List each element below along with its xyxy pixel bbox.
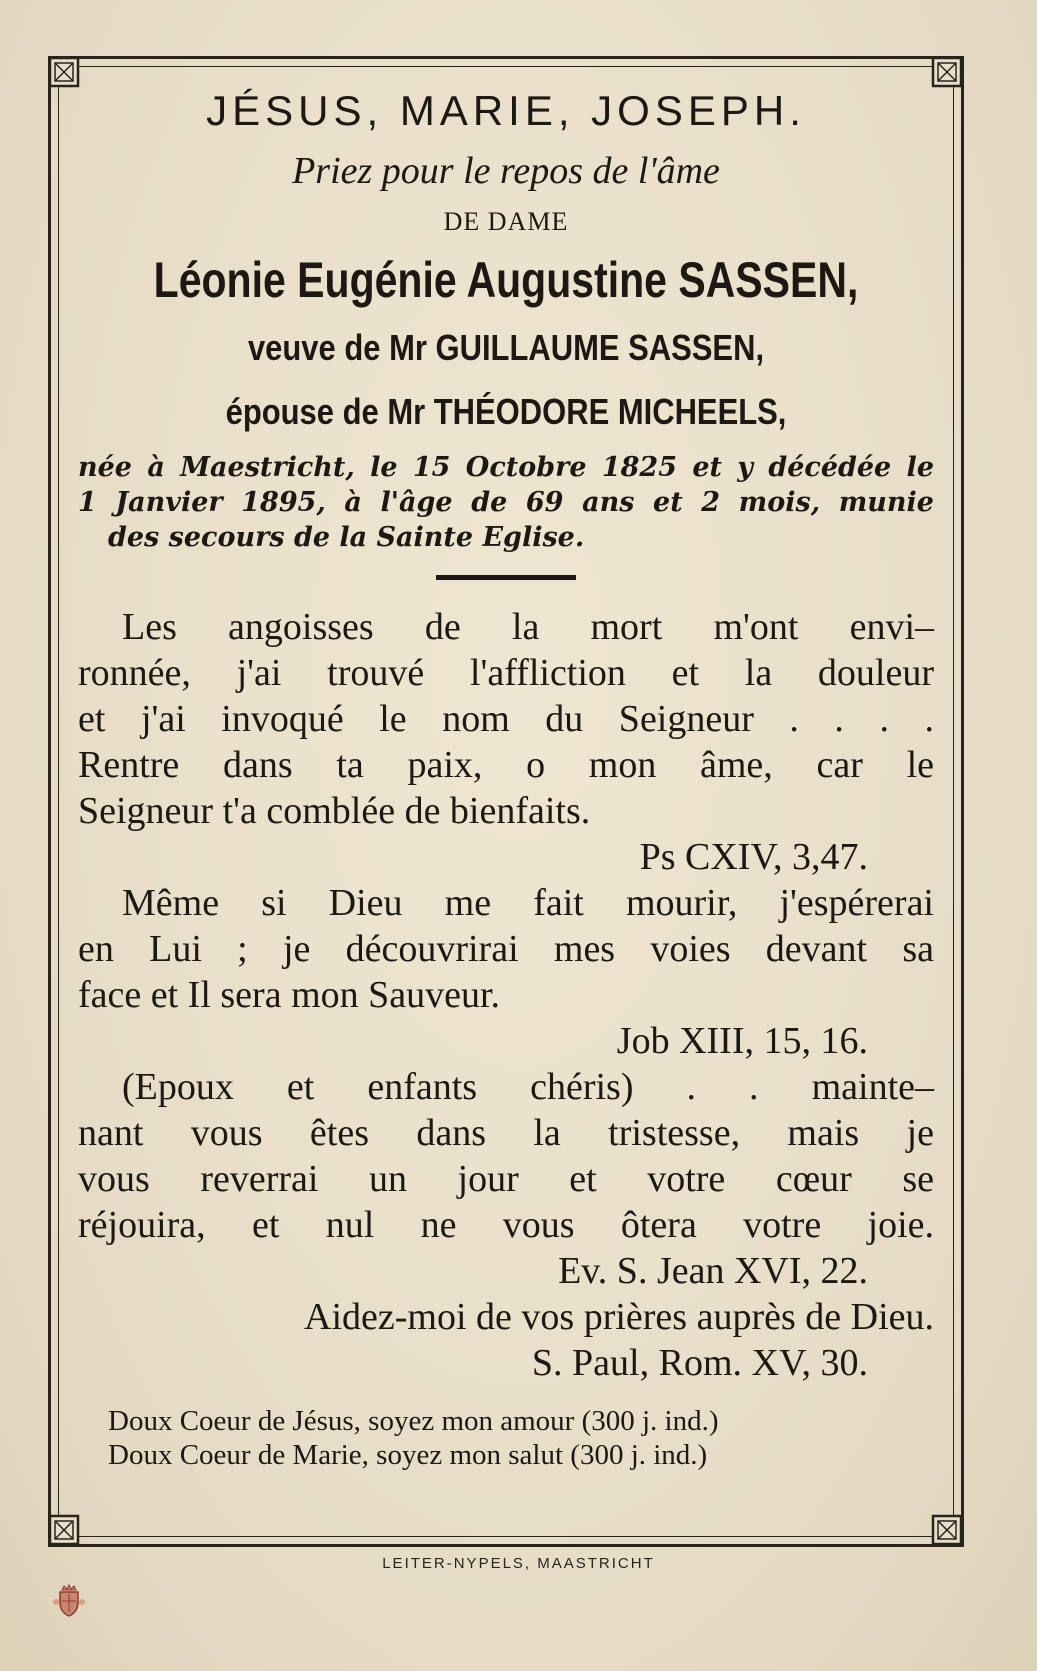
- verse-line: nant vous êtes dans la tristesse, mais je: [78, 1112, 934, 1154]
- verse-line: Seigneur t'a comblée de bienfaits.: [78, 790, 591, 832]
- verse-line: vous reverrai un jour et votre cœur se: [78, 1158, 934, 1200]
- corner-ornament-icon: [930, 1513, 964, 1547]
- deceased-name: Léonie Eugénie Augustine SASSEN,: [153, 252, 859, 308]
- relation-widow: veuve de Mr GUILLAUME SASSEN,: [247, 327, 765, 368]
- verse-line: (Epoux et enfants chéris) . . mainte–: [122, 1066, 934, 1108]
- biography: [78, 450, 934, 555]
- verse-line: en Lui ; je découvrirai mes voies devant sa: [78, 928, 934, 970]
- passage-john: [78, 1064, 934, 1248]
- passage-reference: Job XIII, 15, 16.: [616, 1020, 868, 1062]
- passage-job: [78, 880, 934, 1018]
- title-prefix: DE DAME: [443, 207, 569, 236]
- verse-line: ronnée, j'ai trouvé l'affliction et la douleur: [78, 652, 934, 694]
- header-invocation: JÉSUS, MARIE, JOSEPH.: [206, 87, 806, 134]
- card-content: [72, 80, 940, 1472]
- verse-line: Même si Dieu me fait mourir, j'espérerai: [122, 882, 934, 924]
- passage-reference: Ps CXIV, 3,47.: [639, 836, 868, 878]
- indulgence-line: Doux Coeur de Jésus, soyez mon amour (300 j. ind.): [108, 1405, 719, 1437]
- closing-reference: S. Paul, Rom. XV, 30.: [531, 1342, 868, 1384]
- prayer-line: Priez pour le repos de l'âme: [292, 150, 720, 192]
- relation-spouse: épouse de Mr THÉODORE MICHEELS,: [225, 391, 787, 432]
- indulgence-line: Doux Coeur de Marie, soyez mon salut (300 j. ind.): [108, 1439, 708, 1471]
- coat-of-arms-icon: [50, 1582, 88, 1620]
- verse-line: et j'ai invoqué le nom du Seigneur . . . .: [78, 698, 934, 740]
- divider-rule: [436, 575, 576, 580]
- verse-line: réjouira, et nul ne vous ôtera votre joie.: [78, 1204, 934, 1246]
- verse-line: face et Il sera mon Sauveur.: [78, 974, 501, 1016]
- printer-imprint: LEITER-NYPELS, MAASTRICHT: [382, 1555, 655, 1572]
- verse-line: Les angoisses de la mort m'ont envi–: [122, 606, 934, 648]
- passage-reference: Ev. S. Jean XVI, 22.: [558, 1250, 868, 1292]
- indulgences: [108, 1404, 934, 1472]
- bio-line: née à Maestricht, le 15 Octobre 1825 et y décédée le: [78, 452, 934, 483]
- bio-line: 1 Janvier 1895, à l'âge de 69 ans et 2 mois, munie: [78, 487, 934, 518]
- verse-line: Rentre dans ta paix, o mon âme, car le: [78, 744, 934, 786]
- bio-line: des secours de la Sainte Eglise.: [108, 522, 585, 553]
- closing-request: Aidez-moi de vos prières auprès de Dieu.: [304, 1296, 934, 1338]
- corner-ornament-icon: [47, 1513, 81, 1547]
- passage-psalm: [78, 604, 934, 834]
